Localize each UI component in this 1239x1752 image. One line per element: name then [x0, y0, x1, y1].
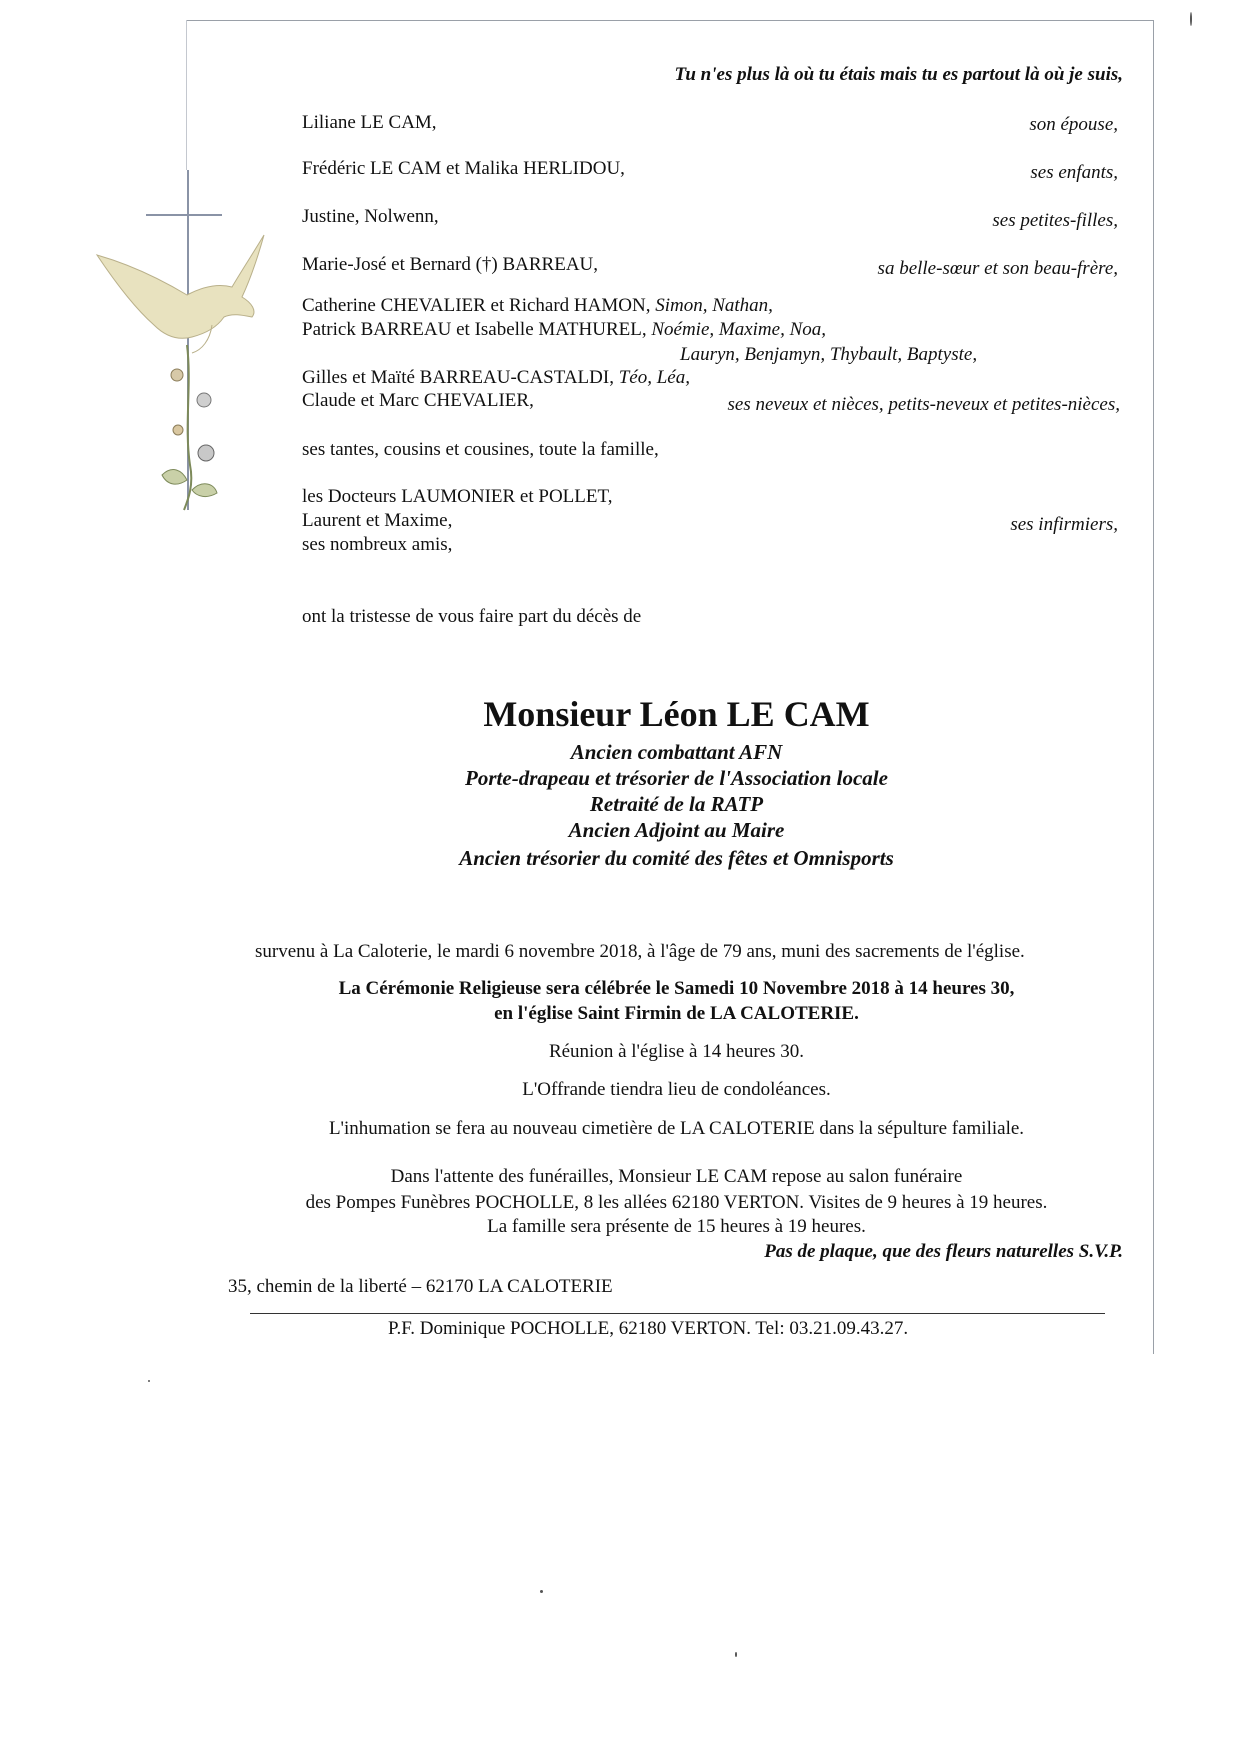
frame-left-line: [186, 20, 187, 170]
nephews-line-2-kids: Noémie, Maxime, Noa,: [651, 319, 826, 340]
announcement: ont la tristesse de vous faire part du décès de: [302, 606, 642, 627]
nephews-line-4-kids: Téo, Léa,: [618, 367, 690, 388]
frame-top-line: [186, 20, 1154, 21]
scan-speck: [1190, 12, 1192, 26]
nephews-line-4-name: Gilles et Maïté BARREAU-CASTALDI,: [302, 367, 614, 388]
rest-line-3: La famille sera présente de 15 heures à 19 heures.: [487, 1216, 866, 1237]
family-name-3: Marie-José et Bernard (†) BARREAU,: [302, 254, 599, 275]
footer-divider: [250, 1313, 1105, 1314]
family-name-2: Justine, Nolwenn,: [302, 206, 439, 227]
caregivers-line-3: ses nombreux amis,: [302, 534, 453, 555]
family-relation-3: sa belle-sœur et son beau-frère,: [877, 258, 1118, 279]
nephews-line-1-kids: Simon, Nathan,: [655, 295, 773, 316]
nephews-relation: ses neveux et nièces, petits-neveux et petites-nièces,: [727, 394, 1120, 415]
nephews-line-1: [302, 295, 773, 317]
rest-line-1: Dans l'attente des funérailles, Monsieur LE CAM repose au salon funéraire: [390, 1166, 963, 1187]
deceased-title-4: Ancien trésorier du comité des fêtes et Omnisports: [459, 846, 894, 870]
family-relation-1: ses enfants,: [1030, 162, 1118, 183]
cross-icon-horizontal: [146, 214, 222, 216]
nephews-line-4: [302, 367, 690, 389]
deceased-title-3: Ancien Adjoint au Maire: [568, 818, 785, 842]
family-name-0: Liliane LE CAM,: [302, 112, 437, 133]
rest-line-2: des Pompes Funèbres POCHOLLE, 8 les allées 62180 VERTON. Visites de 9 heures à 19 heures.: [305, 1192, 1048, 1213]
meeting-details: Réunion à l'église à 14 heures 30.: [548, 1041, 805, 1062]
caregivers-line-2: Laurent et Maxime,: [302, 510, 453, 531]
deceased-title-2: Retraité de la RATP: [589, 792, 764, 816]
flowers-note: Pas de plaque, que des fleurs naturelles S.V.P.: [764, 1241, 1123, 1262]
deceased-title-0: Ancien combattant AFN: [570, 740, 783, 764]
caregivers-relation: ses infirmiers,: [1010, 514, 1118, 535]
nephews-line-2: [302, 319, 826, 341]
caregivers-line-1: les Docteurs LAUMONIER et POLLET,: [302, 486, 613, 507]
nephews-line-2-name: Patrick BARREAU et Isabelle MATHUREL,: [302, 319, 647, 340]
death-details: survenu à La Caloterie, le mardi 6 novembre 2018, à l'âge de 79 ans, muni des sacrements de l'église.: [255, 941, 1025, 962]
relatives: ses tantes, cousins et cousines, toute la famille,: [302, 439, 659, 460]
family-relation-2: ses petites-filles,: [992, 210, 1118, 231]
nephews-line-1-name: Catherine CHEVALIER et Richard HAMON,: [302, 295, 651, 316]
deceased-title-1: Porte-drapeau et trésorier de l'Association locale: [465, 766, 888, 790]
family-relation-0: son épouse,: [1029, 114, 1118, 135]
offering-details: L'Offrande tiendra lieu de condoléances.: [522, 1079, 831, 1100]
family-name-1: Frédéric LE CAM et Malika HERLIDOU,: [302, 158, 625, 179]
scan-speck: [540, 1590, 543, 1593]
nephews-line-3-kids: Lauryn, Benjamyn, Thybault, Baptyste,: [680, 344, 978, 365]
funeral-home-footer: P.F. Dominique POCHOLLE, 62180 VERTON. Tel: 03.21.09.43.27.: [388, 1318, 909, 1339]
ceremony-line-2: en l'église Saint Firmin de LA CALOTERIE.: [494, 1003, 859, 1024]
scan-speck: [148, 1380, 150, 1382]
nephews-line-5-name: Claude et Marc CHEVALIER,: [302, 390, 534, 411]
scan-speck: [735, 1652, 737, 1657]
frame-right-line: [1153, 20, 1154, 1354]
deceased-name: Monsieur Léon LE CAM: [483, 694, 870, 734]
address: 35, chemin de la liberté – 62170 LA CALOTERIE: [228, 1276, 613, 1297]
dove-icon: [92, 225, 267, 515]
burial-details: L'inhumation se fera au nouveau cimetière de LA CALOTERIE dans la sépulture familiale.: [328, 1118, 1025, 1139]
ceremony-line-1: La Cérémonie Religieuse sera célébrée le Samedi 10 Novembre 2018 à 14 heures 30,: [338, 978, 1015, 999]
epigraph: Tu n'es plus là où tu étais mais tu es partout là où je suis,: [674, 64, 1123, 85]
